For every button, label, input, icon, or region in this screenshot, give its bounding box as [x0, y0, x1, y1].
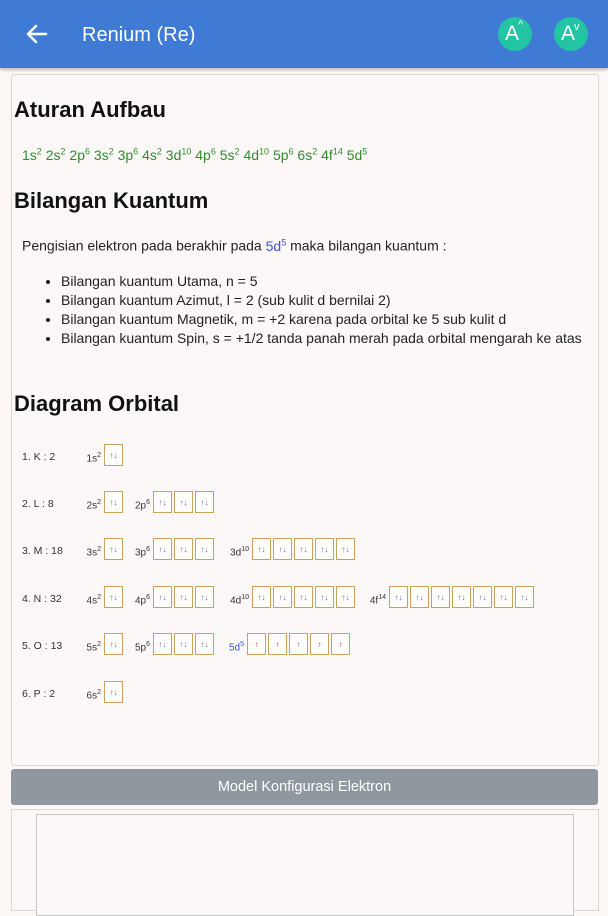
orbital-box: ↑ — [247, 633, 266, 655]
aufbau-term: $4p^6$ — [195, 146, 216, 163]
quantum-number-item: • Bilangan kuantum Utama, n = 5 — [61, 272, 608, 291]
orbital-box: ↑↓ — [104, 681, 123, 703]
shell-row — [0, 586, 580, 612]
diagram-heading: Diagram Orbital — [14, 391, 180, 416]
aufbau-term: $5p^6$ — [272, 146, 294, 163]
model-canvas — [36, 814, 574, 916]
quantum-number-list — [23, 272, 608, 348]
subshell-label: $5d^5$ — [228, 640, 244, 653]
orbital-box: ↑↓ — [104, 538, 123, 560]
orbital-box: ↑↓ — [174, 538, 193, 560]
model-card — [11, 809, 599, 911]
aufbau-term: $5d^5$ — [346, 146, 368, 163]
aufbau-term: $4s^2$ — [142, 146, 162, 163]
shell-label: 2. L : 8 — [22, 498, 54, 510]
orbital-box: ↑↓ — [389, 586, 408, 608]
font-decrease-button[interactable] — [554, 17, 588, 51]
subshell — [86, 491, 123, 513]
orbital-box: ↑↓ — [515, 586, 534, 608]
subshell — [86, 538, 123, 560]
orbital-box: ↑↓ — [195, 538, 214, 560]
orbital-box: ↑↓ — [174, 633, 193, 655]
caret-down-icon: v — [574, 21, 580, 33]
orbital-box: ↑↓ — [294, 538, 313, 560]
subshell — [134, 491, 214, 513]
font-increase-button[interactable] — [498, 17, 532, 51]
quantum-number-item: • Bilangan kuantum Magnetik, m = +2 karena pada orbital ke 5 sub kulit d — [61, 310, 608, 329]
orbital-box: ↑↓ — [195, 586, 214, 608]
aufbau-term: $6s^2$ — [297, 146, 318, 163]
subshell-label: $4d^{10}$ — [230, 593, 249, 606]
orbital-box: ↑↓ — [294, 586, 313, 608]
aufbau-term: $4d^{10}$ — [243, 146, 270, 163]
orbital-box: ↑↓ — [473, 586, 492, 608]
shell-label: 6. P : 2 — [22, 688, 56, 700]
shell-label: 5. O : 13 — [22, 640, 63, 652]
quantum-number-item: • Bilangan kuantum Azimut, l = 2 (sub kulit d bernilai 2) — [61, 291, 608, 310]
orbital-box: ↑↓ — [104, 444, 123, 466]
orbital-box: ↑↓ — [336, 586, 355, 608]
subshell-label: $6s^2$ — [86, 688, 101, 701]
subshell-label: $3d^{10}$ — [230, 545, 249, 558]
orbital-box: ↑↓ — [195, 633, 214, 655]
orbital-box: ↑↓ — [104, 586, 123, 608]
orbital-box: ↑ — [289, 633, 308, 655]
aufbau-term: $5s^2$ — [219, 146, 240, 163]
subshell — [230, 586, 355, 608]
subshell-label: $4p^6$ — [134, 593, 150, 606]
orbital-box: ↑↓ — [104, 491, 123, 513]
orbital-box: ↑↓ — [431, 586, 450, 608]
aufbau-heading: Aturan Aufbau — [14, 97, 166, 122]
subshell — [134, 538, 214, 560]
subshell — [369, 586, 534, 608]
aufbau-configuration — [22, 146, 367, 163]
subshell — [86, 681, 123, 703]
subshell — [230, 538, 355, 560]
orbital-box: ↑↓ — [174, 491, 193, 513]
shell-label: 1. K : 2 — [22, 451, 56, 463]
back-arrow-icon[interactable] — [24, 20, 50, 48]
kuantum-heading: Bilangan Kuantum — [14, 188, 209, 213]
orbital-box: ↑↓ — [153, 538, 172, 560]
aufbau-term: $4f^{14}$ — [321, 146, 343, 163]
kuantum-intro: Pengisian elektron pada berakhir pada $5d^5$ maka bilangan kuantum : — [22, 237, 447, 254]
shell-row — [0, 491, 580, 517]
subshell — [228, 633, 350, 655]
quantum-number-item: • Bilangan kuantum Spin, s = +1/2 tanda panah merah pada orbital mengarah ke atas — [61, 329, 608, 348]
subshell-label: $5s^2$ — [86, 640, 101, 653]
aufbau-term: $3p^6$ — [117, 146, 139, 163]
orbital-box: ↑ — [310, 633, 329, 655]
subshell-label: $2s^2$ — [86, 498, 101, 511]
orbital-box: ↑ — [268, 633, 287, 655]
subshell-label: $3s^2$ — [86, 545, 101, 558]
orbital-box: ↑↓ — [315, 586, 334, 608]
orbital-box: ↑ — [331, 633, 350, 655]
subshell-label: $1s^2$ — [86, 451, 101, 464]
subshell-label: $4s^2$ — [86, 593, 101, 606]
font-increase-icon: A — [505, 22, 520, 45]
shell-label: 3. M : 18 — [22, 545, 63, 557]
shell-row — [0, 444, 580, 470]
shell-label: 4. N : 32 — [22, 593, 62, 605]
subshell-label: $3p^6$ — [134, 545, 150, 558]
aufbau-term: $1s^2$ — [22, 146, 42, 163]
orbital-box: ↑↓ — [452, 586, 471, 608]
orbital-box: ↑↓ — [252, 586, 271, 608]
orbital-box: ↑↓ — [153, 586, 172, 608]
orbital-box: ↑↓ — [273, 586, 292, 608]
subshell-label: $5p^6$ — [134, 640, 150, 653]
orbital-box: ↑↓ — [104, 633, 123, 655]
subshell — [86, 444, 123, 466]
aufbau-term: $3s^2$ — [93, 146, 114, 163]
page-title: Renium (Re) — [82, 24, 196, 46]
aufbau-term: $2s^2$ — [45, 146, 66, 163]
shell-row — [0, 633, 580, 659]
last-orbital: $5d^5$ — [265, 237, 287, 254]
aufbau-term: $3d^{10}$ — [165, 146, 192, 163]
model-konfigurasi-button[interactable]: Model Konfigurasi Elektron — [11, 769, 598, 805]
subshell — [134, 633, 214, 655]
shell-row — [0, 681, 580, 707]
orbital-box: ↑↓ — [336, 538, 355, 560]
orbital-box: ↑↓ — [153, 633, 172, 655]
aufbau-term: $2p^6$ — [69, 146, 90, 163]
orbital-box: ↑↓ — [174, 586, 193, 608]
shell-row — [0, 538, 580, 564]
orbital-box: ↑↓ — [494, 586, 513, 608]
font-decrease-icon: A — [561, 22, 576, 45]
orbital-box: ↑↓ — [153, 491, 172, 513]
orbital-box: ↑↓ — [252, 538, 271, 560]
orbital-box: ↑↓ — [315, 538, 334, 560]
orbital-box: ↑↓ — [273, 538, 292, 560]
app-bar — [0, 0, 608, 68]
content-card — [11, 74, 599, 766]
caret-up-icon: ^ — [518, 19, 524, 31]
subshell-label: $4f^{14}$ — [369, 593, 386, 606]
subshell-label: $2p^6$ — [134, 498, 150, 511]
orbital-box: ↑↓ — [410, 586, 429, 608]
subshell — [86, 586, 123, 608]
subshell — [86, 633, 123, 655]
orbital-box: ↑↓ — [195, 491, 214, 513]
subshell — [134, 586, 214, 608]
